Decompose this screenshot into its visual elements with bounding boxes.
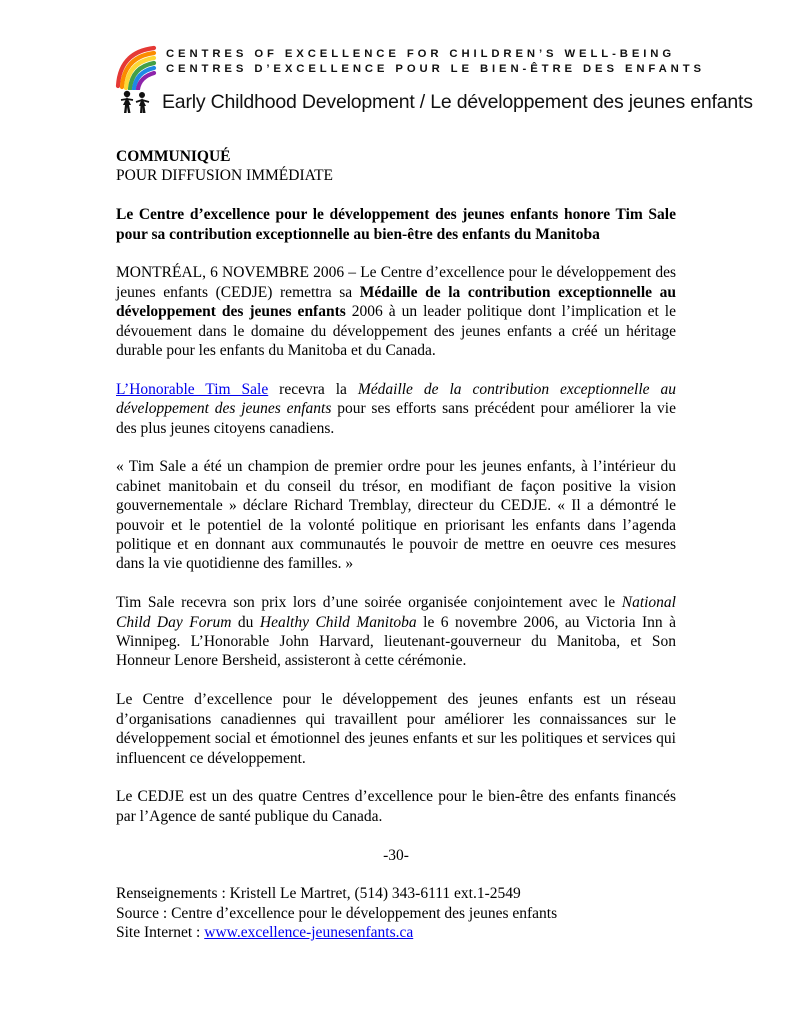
children-silhouette-icon — [118, 90, 152, 114]
paragraph-1 — [116, 263, 676, 360]
medal-name-italic: Médaille de la contribution exceptionnelle au développement des jeunes enfants — [116, 380, 676, 418]
paragraph-4 — [116, 593, 676, 671]
paragraph-2 — [116, 380, 676, 438]
press-release-body — [116, 147, 676, 943]
headline: Le Centre d’excellence pour le développement des jeunes enfants honore Tim Sale pour sa contribution exceptionnelle au bien-être des enfants du Manitoba — [116, 206, 676, 243]
contact-info: Renseignements : Kristell Le Martret, (514) 343-6111 ext.1-2549 — [116, 885, 521, 903]
paragraph-4-text-e: le 6 novembre 2006, au Victoria Inn à Winnipeg. L’Honorable John Harvard, lieutenant-gouverneur du Manitoba, et Son Honneur Lenore Bersheid, assisteront à cette cérémonie. — [116, 613, 677, 670]
release-notice: POUR DIFFUSION IMMÉDIATE — [116, 167, 334, 185]
paragraph-6: Le CEDJE est un des quatre Centres d’excellence pour le bien-être des enfants financés par l’Agence de santé publique du Canada. — [116, 788, 676, 825]
program-title: Early Childhood Development / Le développement des jeunes enfants — [162, 91, 753, 113]
end-mark: -30- — [383, 846, 409, 864]
website-label: Site Internet : — [116, 924, 205, 942]
letterhead — [0, 0, 791, 125]
communique-label: COMMUNIQUÉ — [116, 148, 231, 165]
medal-name: Médaille de la contribution exceptionnelle au développement des jeunes enfants — [116, 283, 676, 321]
paragraph-4-text-a: Tim Sale recevra son prix lors d’une soirée organisée conjointement avec le — [116, 594, 622, 612]
contact-block — [116, 884, 676, 942]
paragraph-1-text-a: MONTRÉAL, 6 NOVEMBRE 2006 – Le Centre d’excellence pour le développement des jeunes enfants (CEDJE) remettra sa — [116, 264, 676, 301]
paragraph-5: Le Centre d’excellence pour le développement des jeunes enfants est un réseau d’organisations canadiennes qui travaillent pour améliorer les connaissances sur le développement social et émotionnel des jeunes enfants et sur les politiques et services qui influencent ce développement. — [116, 691, 676, 767]
org-name-french: CENTRES D’EXCELLENCE POUR LE BIEN-ÊTRE DES ENFANTS — [166, 63, 705, 75]
contact-source: Source : Centre d’excellence pour le développement des jeunes enfants — [116, 904, 558, 922]
website-link[interactable]: www.excellence-jeunesenfants.ca — [204, 924, 414, 942]
paragraph-4-text-c: du — [231, 613, 260, 631]
paragraph-1-text-c: 2006 à un leader politique dont l’implication et le dévouement dans le domaine du développement des jeunes enfants a créé un héritage durable pour les enfants du Manitoba et du Canada. — [116, 303, 676, 360]
healthy-child-manitoba: Healthy Child Manitoba — [259, 613, 417, 631]
paragraph-2-text-a: recevra la — [268, 380, 358, 398]
paragraph-2-text-c: pour ses efforts sans précédent pour améliorer la vie des plus jeunes citoyens canadiens. — [116, 400, 676, 437]
org-name-english: CENTRES OF EXCELLENCE FOR CHILDREN’S WELL-BEING — [166, 48, 676, 60]
contact-website — [116, 923, 676, 942]
national-child-day-forum: National Child Day Forum — [116, 594, 676, 631]
tim-sale-link[interactable]: L’Honorable Tim Sale — [116, 380, 269, 398]
rainbow-logo-icon — [114, 44, 158, 90]
paragraph-3-quote: « Tim Sale a été un champion de premier ordre pour les jeunes enfants, à l’intérieur du cabinet manitobain et du conseil du trésor, en modifiant de façon positive la vision gouvernementale » déclare Richard Tremblay, directeur du CEDJE. « Il a démontré le pouvoir et le potentiel de la volonté politique en priorisant les enfants dans l’agenda politique et en donnant aux communautés le pouvoir de mettre en oeuvre ces mesures dans la vie quotidienne des familles. » — [116, 458, 676, 573]
